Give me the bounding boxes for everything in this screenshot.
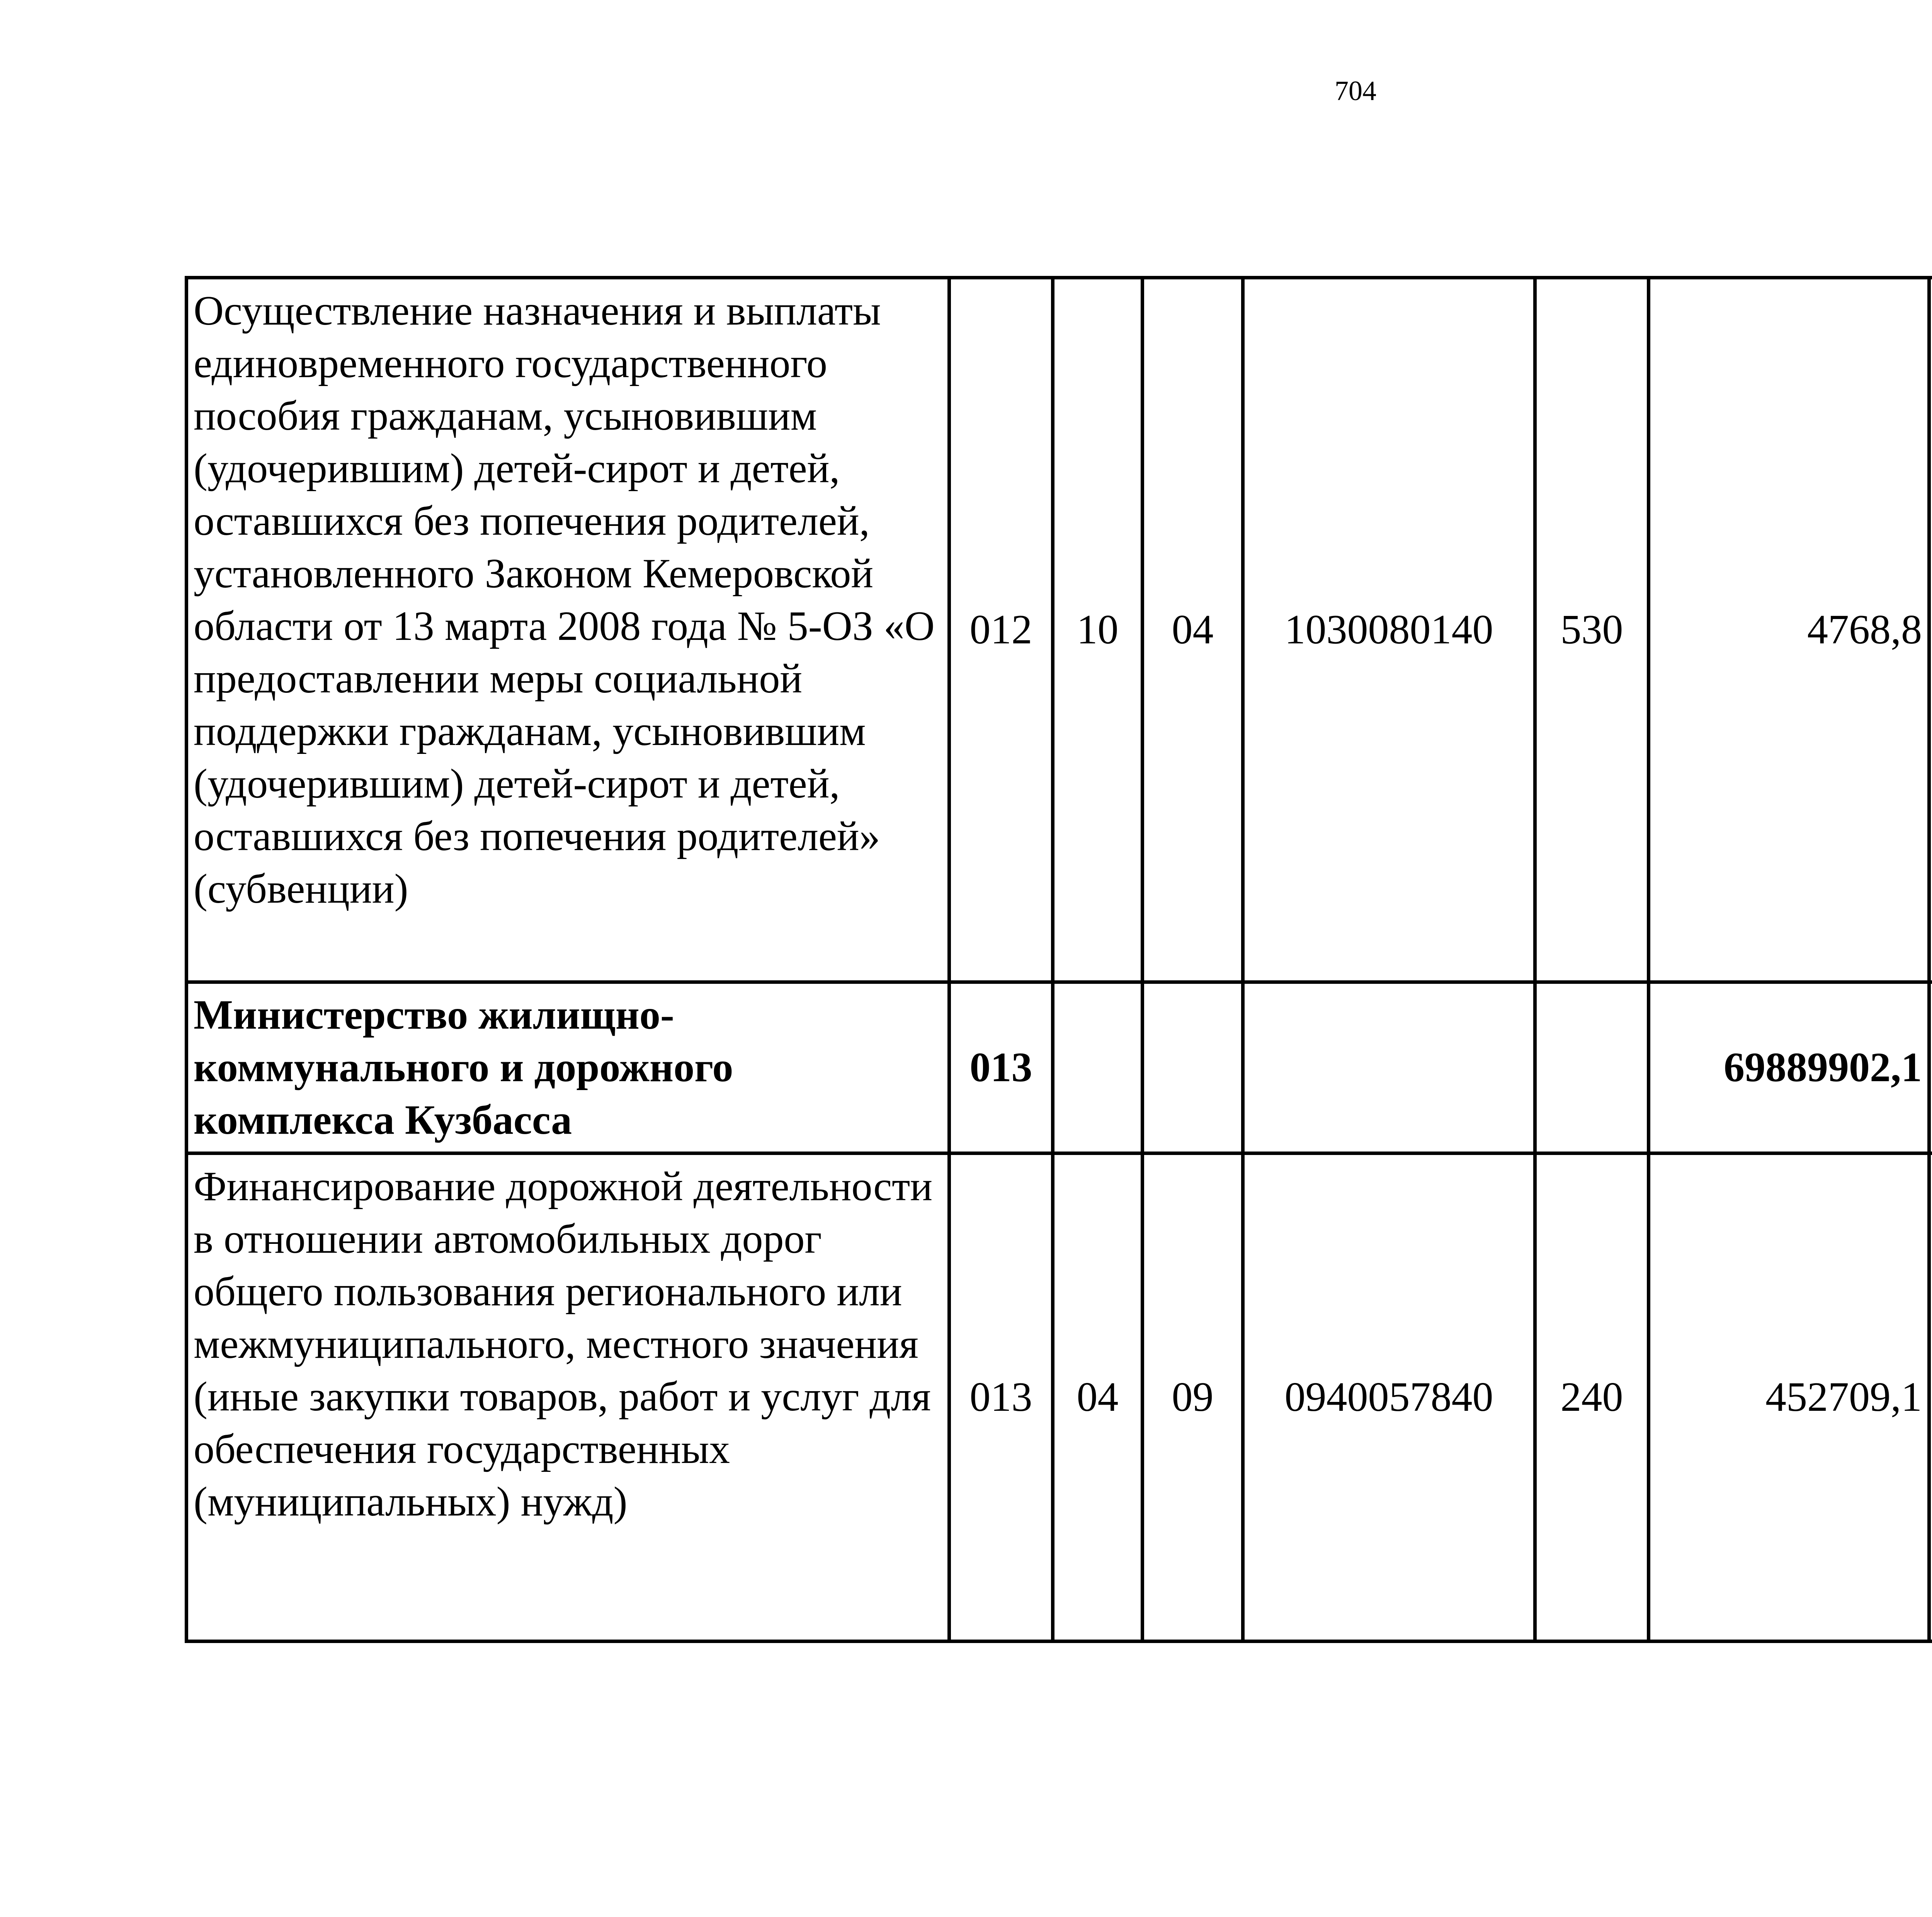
- amount-2-cell: [1929, 278, 1932, 982]
- row-name-cell: Осуществление назначения и выплаты единовременного государственного пособия гражданам, усыновившим (удочерившим) детей-сирот и детей, оставшихся без попечения родителей, установленного Законом Кемеровской области от 13 марта 2008 года № 5-ОЗ «О предоставлении меры социальной поддержки гражданам, усыновившим (удочерившим) детей-сирот и детей, оставшихся без попечения родителей» (субвенции): [187, 278, 949, 982]
- amount-1-cell: 69889902,1: [1649, 982, 1929, 1153]
- subsection-code-cell: 04: [1143, 278, 1243, 982]
- ministry-code-cell: 013: [949, 1153, 1053, 1641]
- target-article-cell: [1243, 982, 1535, 1153]
- subsection-code-cell: [1143, 982, 1243, 1153]
- target-article-cell: 0940057840: [1243, 1153, 1535, 1641]
- table-row: [187, 278, 1932, 982]
- target-article-cell: 1030080140: [1243, 278, 1535, 982]
- amount-1-cell: 4768,8: [1649, 278, 1929, 982]
- table-row: [187, 1153, 1932, 1641]
- table-row: [187, 982, 1932, 1153]
- amount-1-cell: 452709,1: [1649, 1153, 1929, 1641]
- section-code-cell: 10: [1053, 278, 1143, 982]
- subsection-code-cell: 09: [1143, 1153, 1243, 1641]
- section-code-cell: 04: [1053, 1153, 1143, 1641]
- expense-type-cell: 240: [1535, 1153, 1649, 1641]
- amount-2-cell: [1929, 1153, 1932, 1641]
- expense-type-cell: 530: [1535, 278, 1649, 982]
- page-number: 704: [1335, 75, 1376, 106]
- section-code-cell: [1053, 982, 1143, 1153]
- row-name-cell: Финансирование дорожной деятельности в отношении автомобильных дорог общего пользования регионального или межмуниципального, местного значения (иные закупки товаров, работ и услуг для обеспечения государственных (муниципальных) нужд): [187, 1153, 949, 1641]
- ministry-code-cell: 012: [949, 278, 1053, 982]
- row-name-cell: Министерство жилищно-коммунального и дорожного комплекса Кузбасса: [187, 982, 949, 1153]
- budget-table: [185, 276, 1932, 1643]
- amount-2-cell: [1929, 982, 1932, 1153]
- expense-type-cell: [1535, 982, 1649, 1153]
- ministry-code-cell: 013: [949, 982, 1053, 1153]
